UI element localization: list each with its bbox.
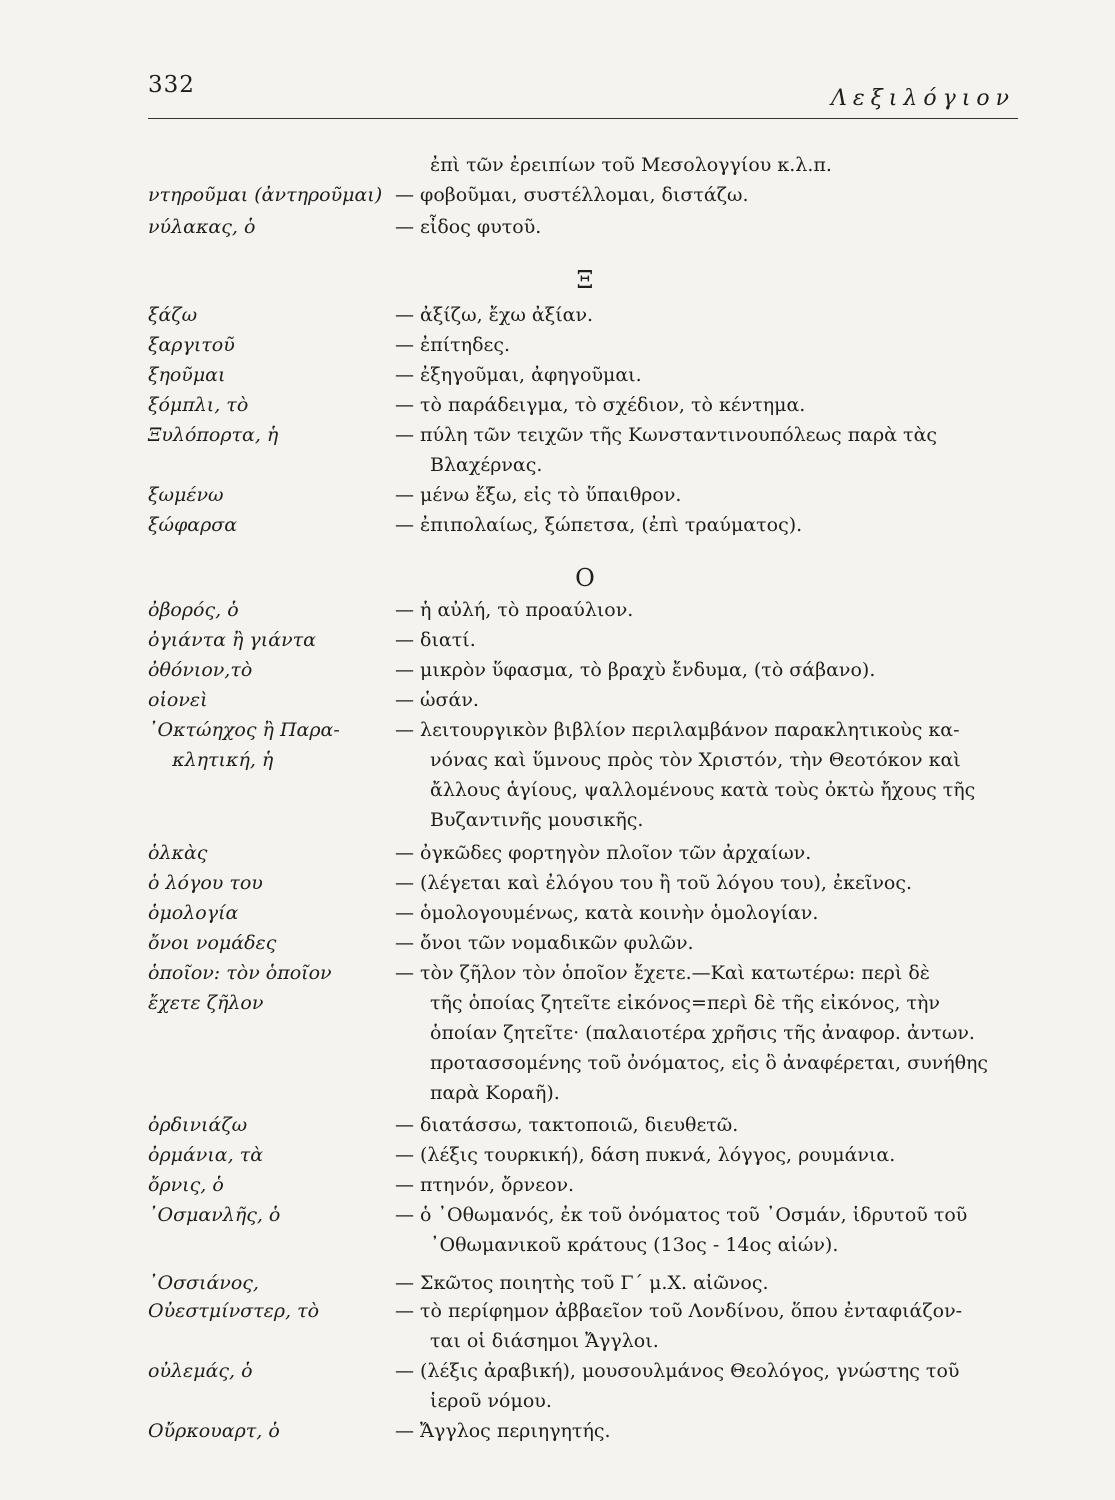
entry-row — [0, 420, 1115, 450]
definition: — μικρὸν ὕφασμα, τὸ βραχὺ ἔνδυμα, (τὸ σάβανο). — [395, 659, 876, 681]
headword: Οὔρκουαρτ, ὁ — [148, 1420, 280, 1442]
headword: ὁποῖον: τὸν ὁποῖον — [148, 962, 332, 984]
definition: — ὁμολογουμένως, κατὰ κοινὴν ὁμολογίαν. — [395, 902, 819, 924]
headword: ξώφαρσα — [148, 514, 238, 536]
headword: Οὐεστμίνστερ, τὸ — [148, 1300, 320, 1322]
entry-row — [0, 1170, 1115, 1200]
headword: ὁ λόγου του — [148, 872, 263, 894]
definition: — μένω ἔξω, εἰς τὸ ὕπαιθρον. — [395, 484, 682, 506]
entry-row — [0, 898, 1115, 928]
page-number: 332 — [148, 72, 195, 98]
headword: ξαργιτοῦ — [148, 334, 235, 356]
headword: ὄρνις, ὁ — [148, 1174, 224, 1196]
headword: ἔχετε ζῆλον — [148, 992, 264, 1014]
entry-row — [0, 988, 1115, 1018]
definition: Βλαχέρνας. — [430, 454, 543, 476]
definition: — τὸ παράδειγμα, τὸ σχέδιον, τὸ κέντημα. — [395, 394, 806, 416]
definition: — Ἄγγλος περιηγητής. — [395, 1420, 611, 1442]
entry-row — [0, 1078, 1115, 1108]
definition: ἄλλους ἁγίους, ψαλλομένους κατὰ τοὺς ὀκτὼ ἤχους τῆς — [430, 779, 976, 801]
definition: — πτηνόν, ὄρνεον. — [395, 1174, 575, 1196]
header-rule — [148, 118, 1018, 119]
headword: Ξυλόπορτα, ἡ — [148, 424, 279, 446]
definition: — ὄνοι τῶν νομαδικῶν φυλῶν. — [395, 932, 694, 954]
definition: — (λέγεται καὶ ἐλόγου του ἢ τοῦ λόγου του), ἐκεῖνος. — [395, 872, 913, 894]
definition: προτασσομένης τοῦ ὀνόματος, εἰς ὃ ἀναφέρεται, συνήθης — [430, 1052, 989, 1074]
entry-row — [0, 838, 1115, 868]
headword: ξάζω — [148, 304, 198, 326]
definition: — πύλη τῶν τειχῶν τῆς Κωνσταντινουπόλεως παρὰ τὰς — [395, 424, 938, 446]
entry-row — [0, 868, 1115, 898]
entry-row — [0, 150, 1115, 180]
entry-row — [0, 390, 1115, 420]
section-heading: Ξ — [576, 266, 594, 294]
entry-row — [0, 1268, 1115, 1298]
definition: ᾿Οθωμανικοῦ κράτους (13ος - 14ος αἰών). — [430, 1234, 839, 1256]
running-title: Λεξιλόγιον — [830, 86, 1015, 111]
headword: ὁλκὰς — [148, 842, 208, 864]
entry-row — [0, 1110, 1115, 1140]
definition: — Σκῶτος ποιητὴς τοῦ Γ΄ μ.Χ. αἰῶνος. — [395, 1272, 769, 1294]
definition: — ὁ ᾿Οθωμανός, ἐκ τοῦ ὀνόματος τοῦ ᾿Οσμάν, ἱδρυτοῦ τοῦ — [395, 1204, 968, 1226]
definition: — διατί. — [395, 629, 476, 651]
definition: — ὀγκῶδες φορτηγὸν πλοῖον τῶν ἀρχαίων. — [395, 842, 812, 864]
entry-row — [0, 805, 1115, 835]
headword: ξηοῦμαι — [148, 364, 226, 386]
entry-row — [0, 745, 1115, 775]
definition: παρὰ Κοραῆ). — [430, 1082, 560, 1104]
definition: — ἀξίζω, ἔχω ἀξίαν. — [395, 304, 594, 326]
headword: ξωμένω — [148, 484, 224, 506]
entry-row — [0, 1048, 1115, 1078]
definition: νόνας καὶ ὕμνους πρὸς τὸν Χριστόν, τὴν Θεοτόκον καὶ — [430, 749, 961, 771]
headword: ᾿Οσσιάνος, — [148, 1272, 259, 1294]
definition: — (λέξις ἀραβική), μουσουλμάνος Θεολόγος, γνώστης τοῦ — [395, 1360, 960, 1382]
headword: ὄνοι νομάδες — [148, 932, 277, 954]
entry-row — [0, 510, 1115, 540]
headword: ὀβορός, ὁ — [148, 599, 239, 621]
entry-row — [0, 775, 1115, 805]
definition: — ἐπιπολαίως, ξώπετσα, (ἐπὶ τραύματος). — [395, 514, 803, 536]
definition: τῆς ὁποίας ζητεῖτε εἰκόνος=περὶ δὲ τῆς εἰκόνος, τὴν — [430, 992, 940, 1014]
headword: νύλακας, ὁ — [148, 216, 256, 238]
headword: οὐλεμάς, ὁ — [148, 1360, 253, 1382]
entry-row — [0, 1296, 1115, 1326]
entry-row — [0, 330, 1115, 360]
entry-row — [0, 1200, 1115, 1230]
entry-row — [0, 450, 1115, 480]
entry-row — [0, 958, 1115, 988]
definition: ἐπὶ τῶν ἐρειπίων τοῦ Μεσολογγίου κ.λ.π. — [430, 154, 832, 176]
entry-row — [0, 655, 1115, 685]
definition: ται οἱ διάσημοι Ἄγγλοι. — [430, 1330, 659, 1352]
entry-row — [0, 715, 1115, 745]
definition: — ἡ αὐλή, τὸ προαύλιον. — [395, 599, 634, 621]
headword: ᾿Οσμανλῆς, ὁ — [148, 1204, 281, 1226]
definition: Βυζαντινῆς μουσικῆς. — [430, 809, 644, 831]
headword: ντηροῦμαι (ἀντηροῦμαι) — [148, 184, 383, 206]
definition: ἱεροῦ νόμου. — [430, 1390, 552, 1412]
definition: — (λέξις τουρκική), δάση πυκνά, λόγγος, ρουμάνια. — [395, 1144, 896, 1166]
entry-row — [0, 1386, 1115, 1416]
entry-row — [0, 625, 1115, 655]
definition: — διατάσσω, τακτοποιῶ, διευθετῶ. — [395, 1114, 739, 1136]
headword: ᾿Οκτώηχος ἢ Παρα- — [148, 719, 340, 741]
entry-row — [0, 595, 1115, 625]
definition: — ἐξηγοῦμαι, ἀφηγοῦμαι. — [395, 364, 642, 386]
entry-row — [0, 1018, 1115, 1048]
definition: ὁποίαν ζητεῖτε· (παλαιοτέρα χρῆσις τῆς ἀναφορ. ἀντων. — [430, 1022, 975, 1044]
entry-row — [0, 1416, 1115, 1446]
headword: ὁμολογία — [148, 902, 239, 924]
section-heading: Ο — [575, 564, 595, 592]
entry-row — [0, 1356, 1115, 1386]
headword: κλητική, ἡ — [148, 749, 274, 771]
headword: ὀθόνιον,τὸ — [148, 659, 253, 681]
definition: — τὸ περίφημον ἀββαεῖον τοῦ Λονδίνου, ὅπου ἐνταφιάζον- — [395, 1300, 963, 1322]
headword: ὀρδινιάζω — [148, 1114, 248, 1136]
headword: οἱονεὶ — [148, 689, 208, 711]
entry-row — [0, 300, 1115, 330]
definition: — εἶδος φυτοῦ. — [395, 216, 542, 238]
section-letter — [0, 563, 1115, 593]
entry-row — [0, 1326, 1115, 1356]
entry-row — [0, 180, 1115, 210]
definition: — φοβοῦμαι, συστέλλομαι, διστάζω. — [395, 184, 749, 206]
entry-row — [0, 928, 1115, 958]
entry-row — [0, 212, 1115, 242]
headword: ὀρμάνια, τὰ — [148, 1144, 264, 1166]
section-letter — [0, 265, 1115, 295]
entry-row — [0, 1140, 1115, 1170]
definition: — λειτουργικὸν βιβλίον περιλαμβάνον παρακλητικοὺς κα- — [395, 719, 960, 741]
headword: ξόμπλι, τὸ — [148, 394, 249, 416]
definition: — ὡσάν. — [395, 689, 479, 711]
headword: ὀγιάντα ἢ γιάντα — [148, 629, 316, 651]
entry-row — [0, 480, 1115, 510]
entry-row — [0, 360, 1115, 390]
entry-row — [0, 685, 1115, 715]
entry-row — [0, 1230, 1115, 1260]
definition: — ἐπίτηδες. — [395, 334, 511, 356]
definition: — τὸν ζῆλον τὸν ὁποῖον ἔχετε.—Καὶ κατωτέρω: περὶ δὲ — [395, 962, 930, 984]
